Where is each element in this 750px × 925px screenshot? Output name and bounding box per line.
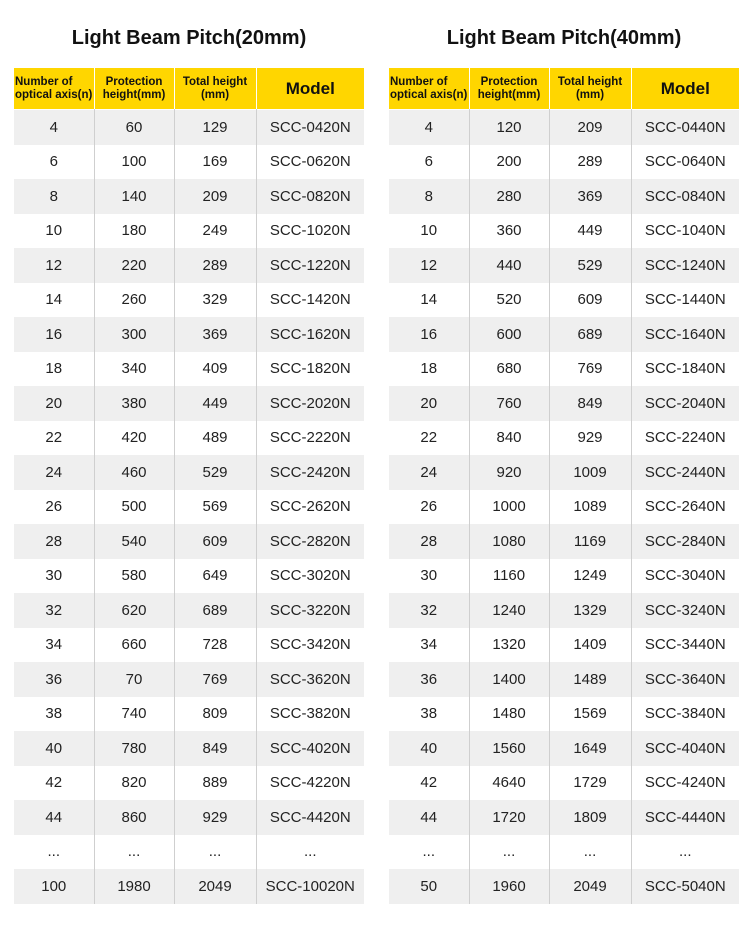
cell-protection-height: 1320 xyxy=(469,628,549,663)
right-spec-panel xyxy=(389,0,739,904)
cell-total-height: 409 xyxy=(174,352,256,387)
table-row xyxy=(389,559,739,594)
cell-protection-height: 460 xyxy=(94,455,174,490)
cell-protection-height: 100 xyxy=(94,145,174,180)
cell-optical-axis: 34 xyxy=(14,628,94,663)
cell-optical-axis: 8 xyxy=(14,179,94,214)
cell-total-height: 289 xyxy=(549,145,631,180)
cell-protection-height: 180 xyxy=(94,214,174,249)
cell-protection-height: 4640 xyxy=(469,766,549,801)
cell-protection-height: ... xyxy=(94,835,174,870)
header-optical-axis: Number of optical axis(n) xyxy=(14,68,94,109)
table-row xyxy=(14,352,364,387)
cell-optical-axis: 6 xyxy=(389,145,469,180)
cell-optical-axis: 24 xyxy=(389,455,469,490)
left-spec-table xyxy=(14,68,364,904)
cell-total-height: 609 xyxy=(549,283,631,318)
cell-optical-axis: 36 xyxy=(14,662,94,697)
cell-protection-height: 1400 xyxy=(469,662,549,697)
cell-total-height: 529 xyxy=(549,248,631,283)
cell-total-height: 1329 xyxy=(549,593,631,628)
cell-model: ... xyxy=(631,835,739,870)
cell-protection-height: 440 xyxy=(469,248,549,283)
cell-total-height: 728 xyxy=(174,628,256,663)
cell-optical-axis: 10 xyxy=(389,214,469,249)
cell-model: SCC-0840N xyxy=(631,179,739,214)
table-row xyxy=(389,524,739,559)
table-row xyxy=(14,662,364,697)
cell-total-height: 569 xyxy=(174,490,256,525)
table-row xyxy=(14,593,364,628)
cell-optical-axis: 38 xyxy=(389,697,469,732)
cell-model: SCC-4020N xyxy=(256,731,364,766)
header-model: Model xyxy=(631,68,739,109)
table-row xyxy=(389,317,739,352)
header-total-height: Total height (mm) xyxy=(549,68,631,109)
table-row xyxy=(389,214,739,249)
cell-model: SCC-10020N xyxy=(256,869,364,904)
cell-protection-height: 60 xyxy=(94,110,174,145)
cell-total-height: 249 xyxy=(174,214,256,249)
cell-protection-height: 680 xyxy=(469,352,549,387)
cell-model: SCC-2020N xyxy=(256,386,364,421)
cell-optical-axis: 32 xyxy=(389,593,469,628)
header-optical-axis: Number of optical axis(n) xyxy=(389,68,469,109)
table-row xyxy=(389,179,739,214)
cell-model: SCC-1420N xyxy=(256,283,364,318)
cell-total-height: 929 xyxy=(549,421,631,456)
cell-total-height: 1169 xyxy=(549,524,631,559)
cell-optical-axis: 30 xyxy=(14,559,94,594)
cell-model: SCC-2420N xyxy=(256,455,364,490)
cell-protection-height: 1000 xyxy=(469,490,549,525)
cell-model: SCC-0420N xyxy=(256,110,364,145)
cell-total-height: ... xyxy=(549,835,631,870)
cell-model: SCC-3820N xyxy=(256,697,364,732)
cell-protection-height: 380 xyxy=(94,386,174,421)
cell-protection-height: 660 xyxy=(94,628,174,663)
table-row xyxy=(389,490,739,525)
cell-model: SCC-2220N xyxy=(256,421,364,456)
cell-protection-height: 1160 xyxy=(469,559,549,594)
cell-total-height: 849 xyxy=(549,386,631,421)
table-row xyxy=(389,800,739,835)
table-row xyxy=(14,179,364,214)
cell-model: SCC-2040N xyxy=(631,386,739,421)
cell-protection-height: 820 xyxy=(94,766,174,801)
table-row xyxy=(14,869,364,904)
cell-optical-axis: 34 xyxy=(389,628,469,663)
cell-total-height: ... xyxy=(174,835,256,870)
cell-protection-height: 420 xyxy=(94,421,174,456)
cell-protection-height: 1960 xyxy=(469,869,549,904)
cell-protection-height: 300 xyxy=(94,317,174,352)
table-row xyxy=(14,421,364,456)
table-row xyxy=(389,455,739,490)
cell-total-height: 1809 xyxy=(549,800,631,835)
table-row xyxy=(14,145,364,180)
cell-protection-height: ... xyxy=(469,835,549,870)
cell-model: SCC-4240N xyxy=(631,766,739,801)
cell-total-height: 689 xyxy=(549,317,631,352)
table-row xyxy=(14,835,364,870)
cell-total-height: 649 xyxy=(174,559,256,594)
cell-protection-height: 1560 xyxy=(469,731,549,766)
table-row xyxy=(14,386,364,421)
cell-optical-axis: 40 xyxy=(14,731,94,766)
cell-model: SCC-1440N xyxy=(631,283,739,318)
cell-optical-axis: 14 xyxy=(14,283,94,318)
cell-model: SCC-3640N xyxy=(631,662,739,697)
cell-model: SCC-1020N xyxy=(256,214,364,249)
cell-total-height: 449 xyxy=(549,214,631,249)
cell-optical-axis: ... xyxy=(14,835,94,870)
cell-optical-axis: 16 xyxy=(14,317,94,352)
cell-model: SCC-3220N xyxy=(256,593,364,628)
cell-total-height: 449 xyxy=(174,386,256,421)
table-row xyxy=(14,110,364,145)
table-row xyxy=(14,317,364,352)
table-row xyxy=(14,731,364,766)
cell-optical-axis: 14 xyxy=(389,283,469,318)
cell-protection-height: 1080 xyxy=(469,524,549,559)
cell-protection-height: 760 xyxy=(469,386,549,421)
cell-total-height: 369 xyxy=(549,179,631,214)
cell-model: SCC-1220N xyxy=(256,248,364,283)
cell-optical-axis: 12 xyxy=(389,248,469,283)
left-table-body xyxy=(14,109,364,904)
cell-optical-axis: 8 xyxy=(389,179,469,214)
cell-total-height: 129 xyxy=(174,110,256,145)
table-row xyxy=(14,248,364,283)
cell-model: SCC-0440N xyxy=(631,110,739,145)
cell-protection-height: 140 xyxy=(94,179,174,214)
table-row xyxy=(389,352,739,387)
cell-total-height: 289 xyxy=(174,248,256,283)
header-total-height: Total height (mm) xyxy=(174,68,256,109)
cell-model: SCC-2820N xyxy=(256,524,364,559)
table-row xyxy=(14,455,364,490)
cell-model: SCC-2640N xyxy=(631,490,739,525)
cell-total-height: 489 xyxy=(174,421,256,456)
cell-model: SCC-1040N xyxy=(631,214,739,249)
table-row xyxy=(389,697,739,732)
cell-protection-height: 580 xyxy=(94,559,174,594)
cell-optical-axis: 28 xyxy=(389,524,469,559)
left-table-title: Light Beam Pitch(20mm) xyxy=(71,27,307,49)
header-protection-height: Protection height(mm) xyxy=(469,68,549,109)
cell-protection-height: 340 xyxy=(94,352,174,387)
right-header-row xyxy=(389,68,739,109)
cell-model: SCC-3020N xyxy=(256,559,364,594)
cell-total-height: 1649 xyxy=(549,731,631,766)
cell-protection-height: 920 xyxy=(469,455,549,490)
cell-optical-axis: 36 xyxy=(389,662,469,697)
cell-optical-axis: 38 xyxy=(14,697,94,732)
cell-protection-height: 1240 xyxy=(469,593,549,628)
table-row xyxy=(389,662,739,697)
table-row xyxy=(14,800,364,835)
cell-total-height: 769 xyxy=(549,352,631,387)
cell-total-height: 529 xyxy=(174,455,256,490)
table-row xyxy=(389,766,739,801)
cell-optical-axis: 44 xyxy=(389,800,469,835)
cell-model: SCC-1240N xyxy=(631,248,739,283)
right-table-title: Light Beam Pitch(40mm) xyxy=(446,27,682,49)
cell-model: SCC-3040N xyxy=(631,559,739,594)
cell-total-height: 929 xyxy=(174,800,256,835)
cell-protection-height: 1480 xyxy=(469,697,549,732)
table-row xyxy=(389,731,739,766)
cell-total-height: 1489 xyxy=(549,662,631,697)
table-row xyxy=(14,766,364,801)
header-model: Model xyxy=(256,68,364,109)
cell-total-height: 849 xyxy=(174,731,256,766)
table-row xyxy=(389,869,739,904)
cell-protection-height: 260 xyxy=(94,283,174,318)
cell-model: SCC-5040N xyxy=(631,869,739,904)
cell-model: SCC-1620N xyxy=(256,317,364,352)
cell-protection-height: 780 xyxy=(94,731,174,766)
cell-optical-axis: 30 xyxy=(389,559,469,594)
cell-model: SCC-1640N xyxy=(631,317,739,352)
cell-optical-axis: 10 xyxy=(14,214,94,249)
cell-total-height: 1089 xyxy=(549,490,631,525)
table-row xyxy=(389,386,739,421)
cell-total-height: 769 xyxy=(174,662,256,697)
cell-model: SCC-4420N xyxy=(256,800,364,835)
cell-protection-height: 840 xyxy=(469,421,549,456)
cell-total-height: 369 xyxy=(174,317,256,352)
cell-model: SCC-1840N xyxy=(631,352,739,387)
cell-total-height: 2049 xyxy=(174,869,256,904)
cell-total-height: 209 xyxy=(549,110,631,145)
cell-optical-axis: 50 xyxy=(389,869,469,904)
cell-model: SCC-3440N xyxy=(631,628,739,663)
table-row xyxy=(14,628,364,663)
table-row xyxy=(389,628,739,663)
cell-model: SCC-1820N xyxy=(256,352,364,387)
cell-optical-axis: 26 xyxy=(389,490,469,525)
table-row xyxy=(14,283,364,318)
cell-optical-axis: 18 xyxy=(389,352,469,387)
cell-protection-height: 280 xyxy=(469,179,549,214)
cell-model: SCC-4220N xyxy=(256,766,364,801)
cell-total-height: 809 xyxy=(174,697,256,732)
cell-optical-axis: 6 xyxy=(14,145,94,180)
cell-total-height: 209 xyxy=(174,179,256,214)
right-table-body xyxy=(389,109,739,904)
cell-protection-height: 620 xyxy=(94,593,174,628)
cell-total-height: 169 xyxy=(174,145,256,180)
cell-optical-axis: 28 xyxy=(14,524,94,559)
cell-protection-height: 860 xyxy=(94,800,174,835)
cell-protection-height: 70 xyxy=(94,662,174,697)
cell-optical-axis: 44 xyxy=(14,800,94,835)
table-row xyxy=(389,248,739,283)
cell-model: SCC-2620N xyxy=(256,490,364,525)
table-row xyxy=(14,697,364,732)
cell-optical-axis: 42 xyxy=(389,766,469,801)
cell-model: SCC-0820N xyxy=(256,179,364,214)
cell-total-height: 1249 xyxy=(549,559,631,594)
cell-protection-height: 200 xyxy=(469,145,549,180)
cell-model: SCC-0620N xyxy=(256,145,364,180)
header-protection-height: Protection height(mm) xyxy=(94,68,174,109)
cell-model: SCC-3420N xyxy=(256,628,364,663)
cell-protection-height: 740 xyxy=(94,697,174,732)
cell-model: ... xyxy=(256,835,364,870)
cell-optical-axis: 24 xyxy=(14,455,94,490)
cell-model: SCC-2440N xyxy=(631,455,739,490)
table-row xyxy=(389,283,739,318)
cell-total-height: 609 xyxy=(174,524,256,559)
cell-optical-axis: 22 xyxy=(389,421,469,456)
cell-model: SCC-3240N xyxy=(631,593,739,628)
table-row xyxy=(14,559,364,594)
cell-total-height: 2049 xyxy=(549,869,631,904)
cell-protection-height: 220 xyxy=(94,248,174,283)
cell-optical-axis: ... xyxy=(389,835,469,870)
cell-total-height: 1569 xyxy=(549,697,631,732)
cell-model: SCC-3840N xyxy=(631,697,739,732)
cell-protection-height: 1720 xyxy=(469,800,549,835)
cell-protection-height: 120 xyxy=(469,110,549,145)
cell-model: SCC-0640N xyxy=(631,145,739,180)
right-spec-table xyxy=(389,68,739,904)
table-row xyxy=(389,835,739,870)
table-row xyxy=(14,214,364,249)
cell-optical-axis: 32 xyxy=(14,593,94,628)
table-row xyxy=(389,421,739,456)
cell-model: SCC-3620N xyxy=(256,662,364,697)
cell-total-height: 1729 xyxy=(549,766,631,801)
cell-optical-axis: 16 xyxy=(389,317,469,352)
cell-model: SCC-4040N xyxy=(631,731,739,766)
cell-total-height: 1409 xyxy=(549,628,631,663)
cell-protection-height: 600 xyxy=(469,317,549,352)
cell-model: SCC-2840N xyxy=(631,524,739,559)
table-row xyxy=(389,145,739,180)
cell-optical-axis: 4 xyxy=(14,110,94,145)
cell-optical-axis: 4 xyxy=(389,110,469,145)
table-row xyxy=(389,593,739,628)
cell-total-height: 329 xyxy=(174,283,256,318)
cell-optical-axis: 26 xyxy=(14,490,94,525)
cell-protection-height: 520 xyxy=(469,283,549,318)
cell-optical-axis: 22 xyxy=(14,421,94,456)
cell-protection-height: 540 xyxy=(94,524,174,559)
cell-optical-axis: 12 xyxy=(14,248,94,283)
cell-total-height: 689 xyxy=(174,593,256,628)
cell-optical-axis: 42 xyxy=(14,766,94,801)
cell-optical-axis: 40 xyxy=(389,731,469,766)
cell-model: SCC-4440N xyxy=(631,800,739,835)
cell-total-height: 1009 xyxy=(549,455,631,490)
cell-optical-axis: 20 xyxy=(14,386,94,421)
cell-protection-height: 1980 xyxy=(94,869,174,904)
cell-optical-axis: 100 xyxy=(14,869,94,904)
left-spec-panel xyxy=(14,0,364,904)
cell-total-height: 889 xyxy=(174,766,256,801)
left-header-row xyxy=(14,68,364,109)
cell-protection-height: 360 xyxy=(469,214,549,249)
cell-optical-axis: 18 xyxy=(14,352,94,387)
cell-protection-height: 500 xyxy=(94,490,174,525)
cell-optical-axis: 20 xyxy=(389,386,469,421)
table-row xyxy=(389,110,739,145)
table-row xyxy=(14,524,364,559)
cell-model: SCC-2240N xyxy=(631,421,739,456)
table-row xyxy=(14,490,364,525)
